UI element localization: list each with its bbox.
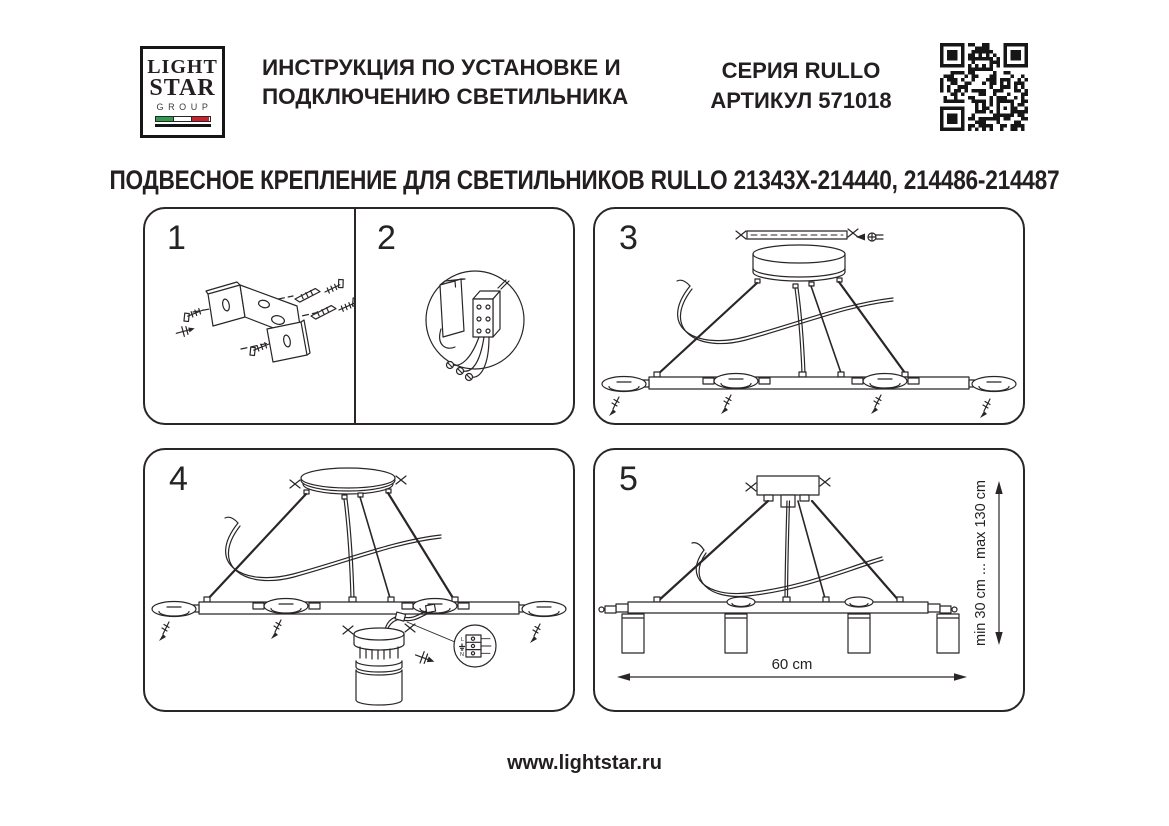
logo-word-light: LIGHT: [147, 55, 218, 78]
qr-code-icon: [933, 36, 1035, 138]
italian-flag-icon: [155, 116, 211, 122]
width-dimension: [617, 656, 967, 681]
terminal-label-l: L: [460, 637, 464, 643]
canopy: [753, 245, 845, 288]
panel-5-box: [593, 448, 1025, 712]
height-dimension-label: min 30 cm ... max 130 cm: [973, 480, 989, 646]
ceiling-strip: [736, 229, 883, 241]
page-title: [262, 53, 628, 111]
title-line-1: ИНСТРУКЦИЯ ПО УСТАНОВКЕ И: [262, 55, 621, 80]
lightstar-logo: [140, 46, 225, 138]
canopy-box: [746, 476, 830, 507]
suspension-cables: [207, 493, 453, 600]
panel-4-box: [143, 448, 575, 712]
wiring-detail-diagram: [356, 209, 567, 423]
panel-1-2-box: [143, 207, 575, 425]
width-dimension-label: 60 cm: [771, 656, 813, 673]
series-block: [688, 56, 914, 116]
series-label: СЕРИЯ RULLO: [721, 58, 881, 83]
fixture-bar: [599, 597, 957, 613]
terminal-label-n: N: [460, 652, 464, 658]
suspension-assembly-diagram: [595, 209, 1023, 423]
lamp-attachment-diagram: [145, 450, 573, 710]
terminal-detail: [407, 622, 496, 667]
subtitle: ПОДВЕСНОЕ КРЕПЛЕНИЕ ДЛЯ СВЕТИЛЬНИКОВ RULLO 21343X-214440, 214486-214487: [109, 165, 1060, 195]
lamp-shade: [343, 624, 415, 705]
lamp-shades: [622, 614, 959, 653]
panel-4-number: 4: [169, 460, 188, 498]
suspension-cables: [657, 501, 900, 602]
final-assembly-diagram: [595, 450, 1023, 710]
title-line-2: ПОДКЛЮЧЕНИЮ СВЕТИЛЬНИКА: [262, 84, 629, 109]
screw-icon: [413, 649, 436, 667]
panel-3-box: [593, 207, 1025, 425]
height-dimension: [973, 480, 1003, 646]
panel-1-number: 1: [167, 219, 186, 257]
panel-2-number: 2: [377, 219, 396, 257]
panel-3-number: 3: [619, 219, 638, 257]
screw-icon: [175, 324, 196, 339]
screw-icon: [856, 233, 883, 241]
logo-word-star: STAR: [149, 74, 216, 101]
footer-url: www.lightstar.ru: [507, 752, 662, 774]
logo-underline: [155, 124, 211, 127]
suspension-cables: [657, 282, 905, 375]
logo-word-group: GROUP: [156, 101, 213, 112]
article-label: АРТИКУЛ 571018: [710, 88, 892, 113]
bracket-mounting-diagram: [145, 209, 356, 423]
fixture-bar: [602, 372, 1016, 418]
panel-5-number: 5: [619, 460, 638, 498]
